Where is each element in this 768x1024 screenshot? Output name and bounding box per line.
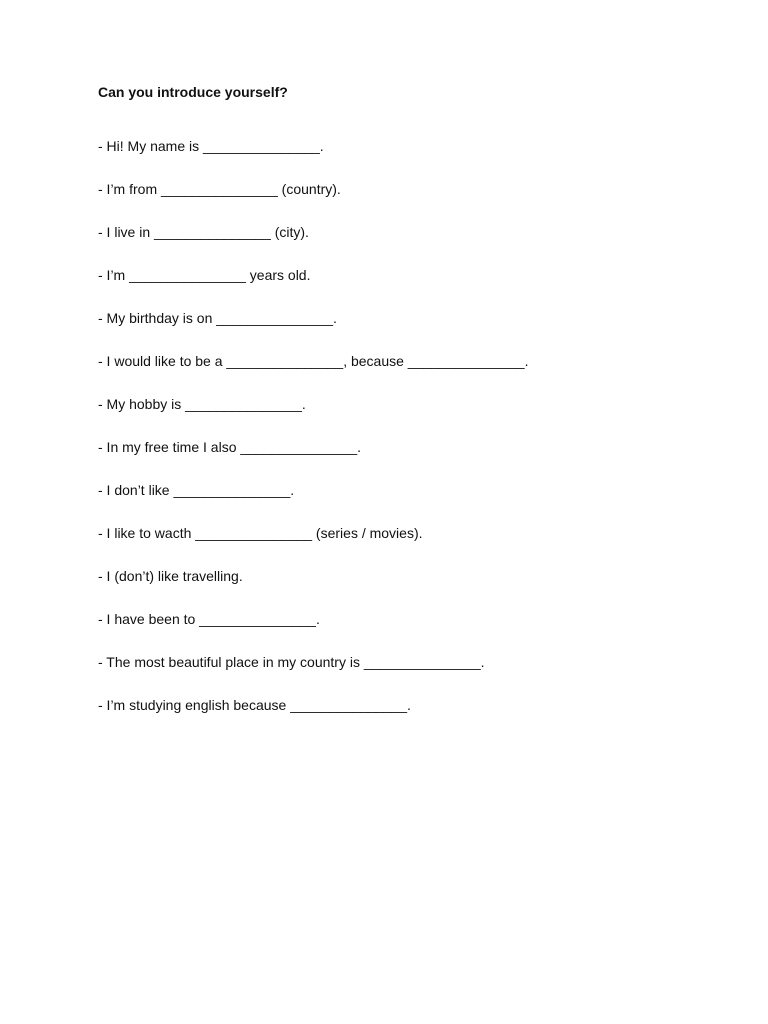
sentence-line-name: - Hi! My name is _______________. (98, 138, 324, 154)
sentence-line-been-to: - I have been to _______________. (98, 611, 320, 627)
sentence-line-hobby: - My hobby is _______________. (98, 396, 306, 412)
sentence-line-dislike: - I don’t like _______________. (98, 482, 295, 498)
sentence-line-country: - I’m from _______________ (country). (98, 181, 341, 197)
worksheet-title: Can you introduce yourself? (98, 84, 288, 100)
sentence-line-birthday: - My birthday is on _______________. (98, 310, 337, 326)
sentence-line-studying-english: - I’m studying english because _______________. (98, 697, 411, 713)
sentence-line-travelling: - I (don’t) like travelling. (98, 568, 243, 584)
sentence-line-age: - I’m _______________ years old. (98, 267, 311, 283)
sentence-line-watch: - I like to wacth _______________ (series / movies). (98, 525, 423, 541)
sentence-line-future-job: - I would like to be a _______________, because _______________. (98, 353, 529, 369)
sentence-line-beautiful-place: - The most beautiful place in my country is _______________. (98, 654, 485, 670)
sentence-line-free-time: - In my free time I also _______________. (98, 439, 362, 455)
sentence-list (98, 137, 528, 739)
sentence-line-city: - I live in _______________ (city). (98, 224, 309, 240)
